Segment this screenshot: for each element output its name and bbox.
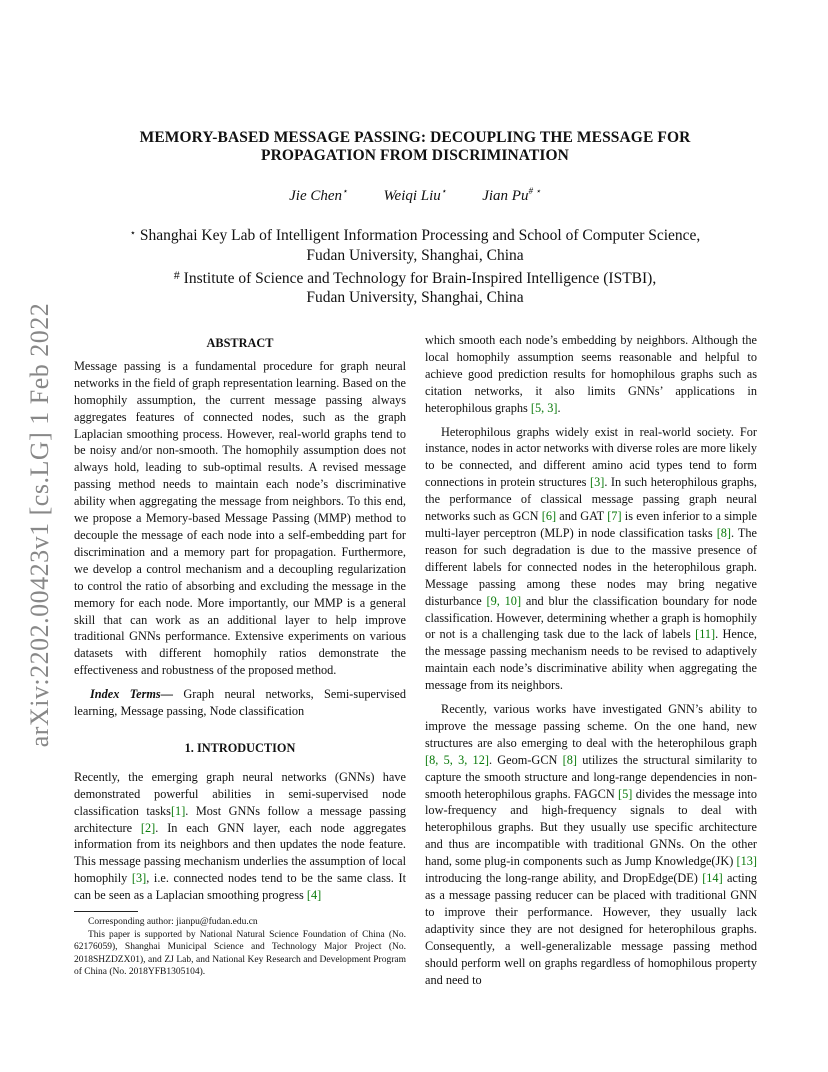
footnote-corresponding: Corresponding author: jianpu@fudan.edu.cn [88, 917, 258, 927]
citation-link[interactable]: [1] [170, 803, 186, 818]
affil-line [100, 224, 730, 246]
paragraph [425, 332, 757, 417]
arxiv-id: arXiv:2202.00423v1 [cs.LG] 1 Feb 2022 [25, 302, 54, 748]
text-run: . In each GNN layer, each node aggregates information from its neighbors and then updates the node feature. This message passing mechanism underlies the assumption of local homophily [74, 820, 406, 886]
text-run: . The reason for such degradation is due to the massive presence of different labels for connected nodes in the heterophilous graph. Message passing among these nodes may bring negative disturbance [425, 525, 758, 608]
index-terms [74, 686, 406, 720]
text-run: and GAT [556, 509, 608, 524]
paragraph [425, 701, 757, 988]
title-line-1: MEMORY-BASED MESSAGE PASSING: DECOUPLING THE MESSAGE FOR [139, 129, 691, 146]
citation-link[interactable]: [5, 3] [530, 400, 558, 415]
index-terms-label: Index Terms— [90, 687, 174, 702]
author-name: Jie Chen [289, 188, 343, 204]
text-run: Heterophilous graphs widely exist in real-world society. For instance, nodes in actor networks with diverse roles are more likely to be connected, and different amino acid types tend to form connections in protein structures [425, 424, 757, 490]
arxiv-watermark [20, 290, 60, 760]
intro-paragraph [74, 769, 406, 904]
abstract-heading: ABSTRACT [206, 336, 274, 350]
citation-link[interactable]: [3] [131, 871, 147, 886]
text-run: , i.e. connected nodes tend to be the same class. It can be seen as a Laplacian smoothing progress [74, 871, 406, 903]
text-run: divides the message into low-frequency and high-frequency signals to deal with heterophilous graphs. But they usually use specific architecture and thus are incompatible with traditional GNNs. On the other hand, some plug-in components such as Jump Knowledge(JK) [425, 786, 757, 869]
author-name: Weiqi Liu [383, 188, 441, 204]
left-column [74, 335, 406, 904]
author-mark: ⋆ [440, 186, 447, 196]
citation-link[interactable]: [5] [618, 786, 633, 801]
author-name: Jian Pu [482, 188, 529, 204]
paragraph [425, 424, 757, 695]
text-run: . Hence, the message passing mechanism needs to be revised to adaptively maintain each node’s discriminative ability when aggregating the message from its neighbors. [425, 627, 757, 693]
index-terms-text: Graph neural networks, Semi-supervised learning, Message passing, Node classification [74, 687, 406, 719]
title-line-2: PROPAGATION FROM DISCRIMINATION [261, 147, 569, 164]
citation-link[interactable]: [8] [716, 525, 732, 540]
affil-mark: ⋆ [129, 228, 136, 239]
text-run: introducing the long-range ability, and DropEdge(DE) [425, 871, 703, 886]
author-mark: ⋆ [342, 186, 348, 196]
citation-link[interactable]: [8] [562, 752, 578, 767]
text-run: acting as a message passing reducer can be placed with traditional GNN to improve their performance. However, they usually lack adaptivity since they are not designed for heterophilous graphs. Consequently, a well-generalizable message passing method should perform well on graphs regardless of homophilous property and need to [425, 871, 758, 987]
citation-link[interactable]: [9, 10] [486, 593, 522, 608]
footnote [74, 916, 406, 979]
text-run: which smooth each node’s embedding by neighbors. Although the local homophily assumption seems reasonable and helpful to achieve good prediction results for homophilous graphs such as citation networks, it also limits GNNs’ applications in heterophilous graphs [425, 333, 757, 415]
intro-heading: 1. INTRODUCTION [184, 740, 296, 755]
author-mark: # ⋆ [528, 186, 541, 196]
citation-link[interactable]: [7] [607, 509, 622, 524]
affiliations [100, 224, 730, 308]
citation-link[interactable]: [8, 5, 3, 12] [425, 752, 489, 767]
text-run: . Geom-GCN [488, 752, 563, 767]
author-list [100, 186, 730, 205]
citation-link[interactable]: [3] [589, 475, 605, 490]
affil-mark: # [173, 267, 180, 282]
text-run: Recently, the emerging graph neural networks (GNNs) have demonstrated powerful abilities in semi-supervised node classification tasks [74, 769, 406, 818]
citation-link[interactable]: [6] [541, 509, 557, 524]
affil-line: Fudan University, Shanghai, China [306, 289, 524, 307]
citation-link[interactable]: [2] [140, 820, 156, 835]
author [383, 188, 446, 204]
affil-line: Fudan University, Shanghai, China [306, 246, 524, 264]
text-run: is even inferior to a simple multi-layer perceptron (MLP) in node classification tasks [425, 509, 758, 540]
footnote-rule [74, 911, 138, 912]
text-run: . In such heterophilous graphs, the performance of classical message passing graph neural networks such as GCN [425, 475, 757, 524]
text-run: . [557, 400, 561, 415]
affil-text: Institute of Science and Technology for Brain-Inspired Intelligence (ISTBI), [183, 269, 657, 287]
paper-title [100, 129, 730, 165]
text-run: . Most GNNs follow a message passing architecture [74, 803, 407, 835]
abstract-text: Message passing is a fundamental procedure for graph neural networks in the field of graph representation learning. Based on the homophily assumption, the current message passing always aggregates features of connected nodes, such as the graph Laplacian smoothing process. However, real-world graphs tend to be noisy and/or non-smooth. The homophily assumption does not always hold, leading to sub-optimal results. A revised message passing method needs to maintain each node’s discriminative ability when aggregating the message from neighbors. To this end, we propose a Memory-based Message Passing (MMP) method to decouple the message of each node into a self-embedding part for discrimination and a memory part for propagation. Furthermore, we develop a control mechanism and a decoupling regularization to control the ratio of absorbing and excluding the message in the memory for each node. More importantly, our MMP is a general skill that can work as an additional layer to help improve traditional GNNs performance. Extensive experiments on various datasets with different homophily ratios demonstrate the effectiveness and robustness of the proposed method. [74, 358, 406, 678]
affil-text: Shanghai Key Lab of Intelligent Information Processing and School of Computer Science, [139, 227, 701, 244]
affil-line [100, 266, 730, 289]
footnote-support: This paper is supported by National Natural Science Foundation of China (No. 62176059), Shanghai Municipal Science and Technology Major Project (No. 2018SHZDZX01), and ZJ Lab, and National Key Research and Development Program of China (No. 2018YFB1305104). [74, 929, 406, 978]
text-run: and blur the classification boundary for node classification. However, determining whether a graph is homophily or not is a challenging task due to the lack of labels [425, 593, 757, 642]
citation-link[interactable]: [14] [702, 871, 723, 886]
citation-link[interactable]: [11] [695, 627, 716, 642]
text-run: Recently, various works have investigated GNN’s ability to improve the message passing scheme. On the one hand, new structures are also emerging to deal with the heterophilous graph [425, 702, 757, 750]
citation-link[interactable]: [13] [736, 854, 757, 869]
right-column [425, 332, 757, 988]
author [289, 188, 348, 204]
author [482, 188, 541, 204]
text-run: utilizes the structural similarity to capture the smooth structure and long-range dependencies in non-smooth heterophilous graphs. FAGCN [425, 752, 757, 801]
citation-link[interactable]: [4] [306, 888, 322, 903]
